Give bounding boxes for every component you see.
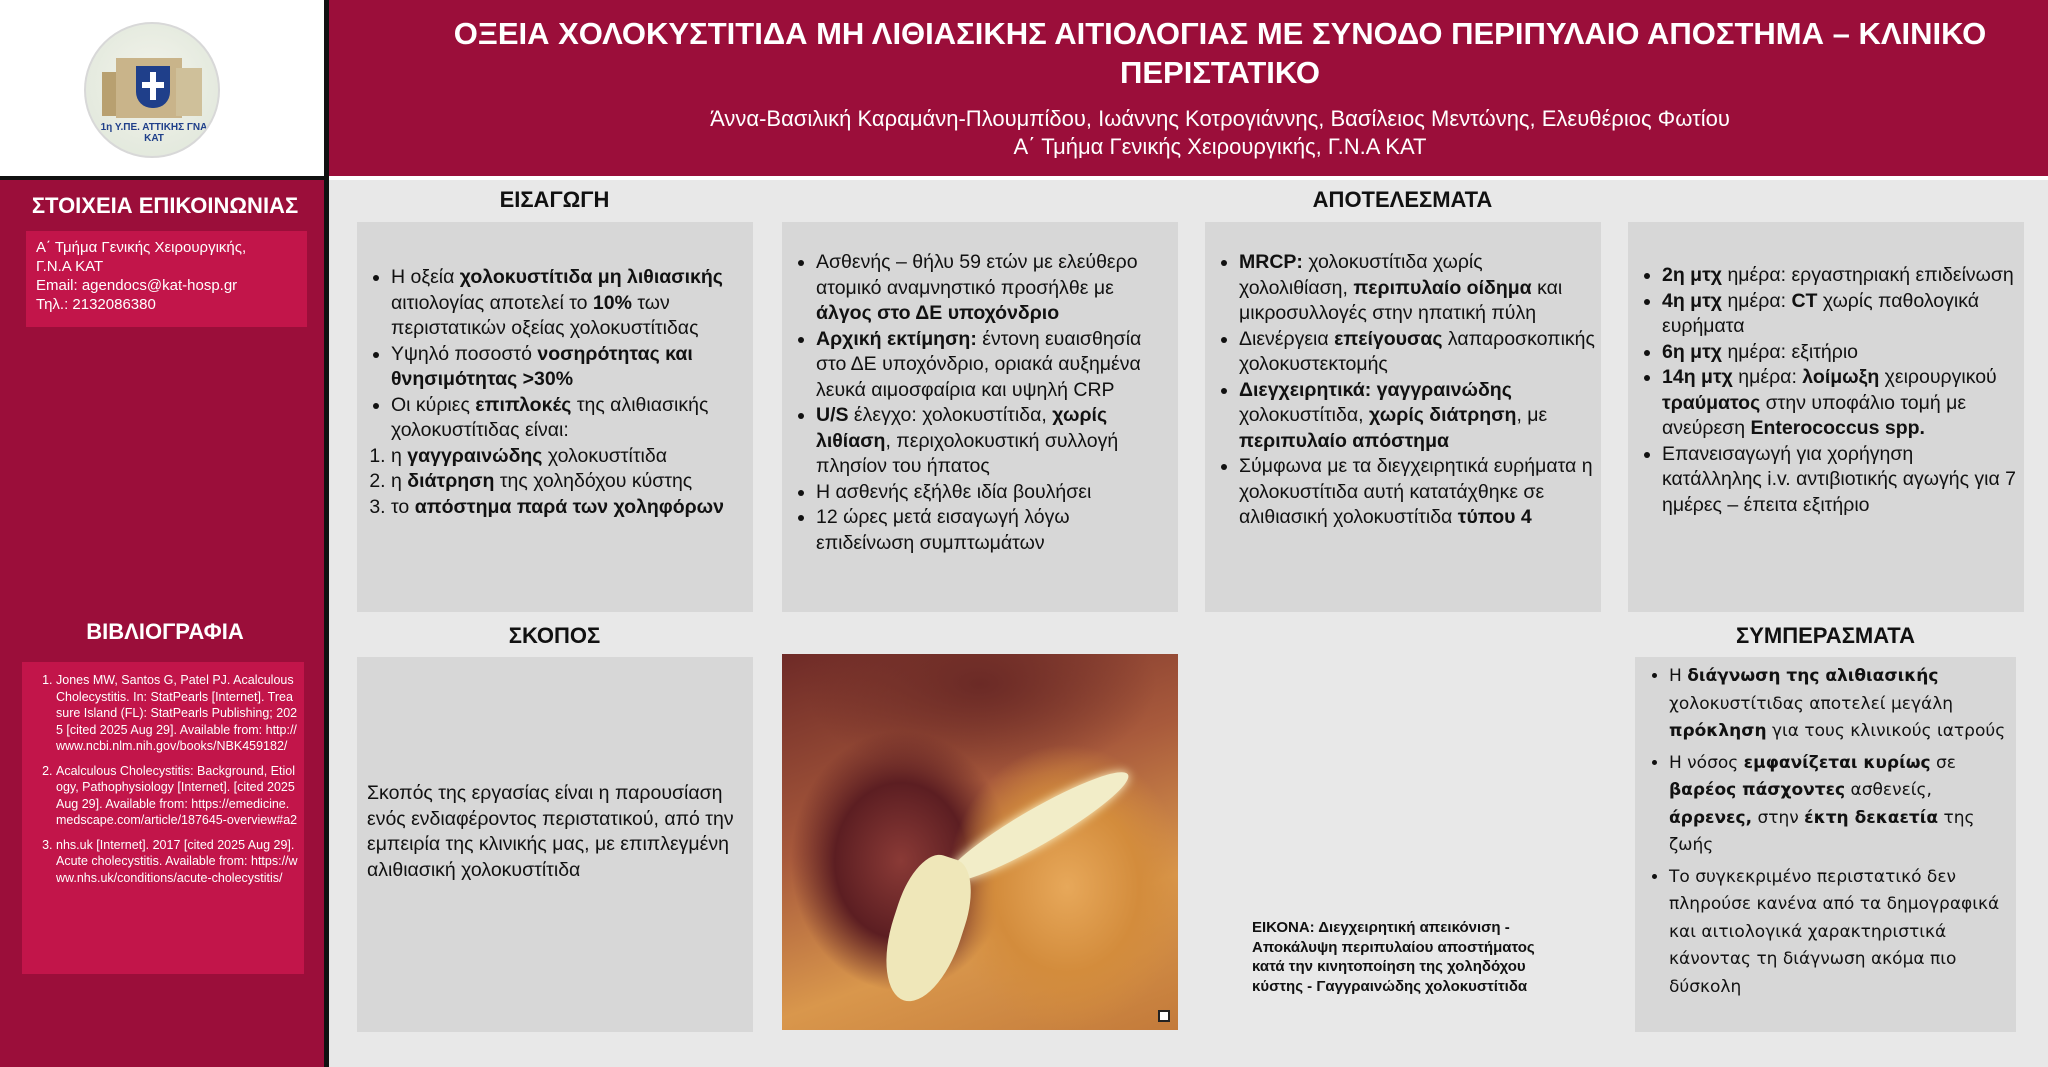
text-bold: γαγγραινώδης [407, 444, 543, 467]
results-bullet [1239, 250, 1595, 327]
intro-bullet [391, 393, 747, 444]
contact-box [26, 231, 307, 327]
text: Η νόσος [1669, 752, 1744, 773]
text-bold: 2η μτχ [1662, 264, 1723, 286]
results-bullet [1239, 454, 1595, 531]
text: αιτιολογίας αποτελεί το [391, 291, 593, 314]
text: έντονη ευαισθησία στο ΔΕ υποχόνδριο, οριακά αυξημένα λευκά αιμοσφαίρια και υψηλή CRP [816, 327, 1142, 401]
text: ασθενείς, [1845, 780, 1932, 800]
text-bold: λοίμωξη [1802, 366, 1880, 388]
aim-card [357, 657, 753, 1032]
text-bold: MRCP: [1239, 251, 1303, 273]
text: ημέρα: [1732, 366, 1803, 388]
text: της χοληδόχου κύστης [494, 470, 693, 492]
text: Υψηλό ποσοστό [391, 342, 538, 365]
complication-item [391, 469, 747, 495]
text-bold: περιπυλαίο απόστημα [1239, 429, 1449, 452]
intro-bullet [391, 342, 747, 393]
text-bold: απόστημα παρά των χοληφόρων [414, 495, 724, 518]
case-list [782, 250, 1172, 556]
contact-title: ΣΤΟΙΧΕΙΑ ΕΠΙΚΟΙΝΩΝΙΑΣ [31, 193, 299, 218]
logo-building-right [176, 68, 202, 116]
followup-list [1628, 263, 2018, 518]
text-bold: 10% [592, 291, 632, 314]
text-bold: επιπλοκές [475, 393, 572, 416]
text-bold: χολοκυστίτιδα μη λιθιασικής [459, 266, 723, 288]
results-title: ΑΠΟΤΕΛΕΣΜΑΤΑ [1312, 187, 1493, 212]
logo-area [0, 0, 324, 176]
text: ημέρα: εργαστηριακή επιδείνωση [1722, 264, 2014, 286]
followup-card [1628, 222, 2024, 612]
case-bullet: • 12 ώρες μετά εισαγωγή λόγω επιδείνωση συμπτωμάτων [816, 505, 1172, 556]
logo-text: 1η Υ.ΠΕ. ΑΤΤΙΚΗΣ ΓΝΑ ΚΑΤ [100, 122, 208, 144]
text: ημέρα: [1722, 289, 1792, 312]
followup-bullet [1662, 263, 2018, 289]
bibliography-item: 3. nhs.uk [Internet]. 2017 [cited 2025 Aug 29]. Acute cholecystitis. Available from: https://www.nhs.uk/conditions/acute-cholecystitis/ [56, 837, 298, 887]
text-bold: διάτρηση [407, 470, 495, 492]
text-bold: βαρέος πάσχοντες [1669, 780, 1846, 800]
text: χολοκυστίτιδα [542, 444, 668, 467]
text-bold: έκτη δεκαετία [1804, 807, 1939, 828]
text: χολοκυστίτιδα, [1239, 404, 1369, 426]
text-bold: τύπου 4 [1457, 506, 1532, 528]
text: η [391, 444, 408, 467]
text: , περιχολοκυστική συλλογή πλησίον του ήπατος [816, 429, 1119, 477]
text-bold: εμφανίζεται κυρίως [1743, 752, 1931, 773]
text: Σύμφωνα με τα διεγχειρητικά ευρήματα η χολοκυστίτιδα αυτή κατατάχθηκε σε αλιθιασική χολοκυστίτιδα [1239, 455, 1593, 528]
bibliography-item: 1. Jones MW, Santos G, Patel PJ. Acalculous Cholecystitis. In: StatPearls [Internet]. Treasure Island (FL): StatPearls Publishing; 2025 [cited 2025 Aug 29]. Available from: http://www.ncbi.nlm.nih.gov/books/NBK459182/ [56, 672, 298, 755]
text: χολοκυστίτιδα χωρίς χολολιθίαση, [1239, 251, 1483, 299]
text-bold: CT [1791, 289, 1818, 312]
text-bold: επείγουσας [1334, 327, 1443, 350]
department: Α΄ Τμήμα Γενικής Χειρουργικής, Γ.Ν.Α ΚΑΤ [1013, 134, 1427, 159]
case-bullet [816, 250, 1172, 327]
text: της αλιθιασικής χολοκυστίτιδας είναι: [391, 393, 709, 441]
contact-line: Α΄ Τμήμα Γενικής Χειρουργικής, [36, 239, 247, 256]
intro-card [357, 222, 753, 612]
aim-title: ΣΚΟΠΟΣ [508, 623, 601, 648]
conclusions-card [1635, 657, 2016, 1032]
text-bold: 4η μτχ [1662, 289, 1723, 312]
complication-item [391, 495, 747, 521]
results-bullet [1239, 327, 1595, 378]
intro-list [357, 265, 747, 444]
contact-email[interactable]: Email: agendocs@kat-hosp.gr [36, 277, 238, 294]
text-bold: χωρίς λιθίαση [816, 404, 1108, 452]
text: χολοκυστίτιδας αποτελεί μεγάλη [1669, 693, 1954, 714]
followup-bullet: • Επανεισαγωγή για χορήγηση κατάλληλης i.v. αντιβιοτικής αγωγής για 7 ημέρες – έπειτα εξιτήριο [1662, 442, 2018, 519]
text: της ζωής [1669, 807, 1975, 855]
followup-bullet [1662, 340, 2018, 366]
results-list [1205, 250, 1595, 531]
text-bold: τραύματος [1662, 391, 1761, 414]
text: το [391, 495, 415, 518]
contact-phone: Τηλ.: 2132086380 [36, 296, 156, 313]
text: για τους κλινικούς ιατρούς [1766, 721, 2006, 741]
results-card [1205, 222, 1601, 612]
complications-list [347, 444, 747, 521]
text-bold: πρόκληση [1669, 721, 1767, 741]
text: στην υποφάλιο τομή με ανεύρεση [1662, 391, 1967, 439]
case-bullet [816, 403, 1172, 480]
complication-item [391, 444, 747, 470]
text-bold: νοσηρότητας και θνησιμότητας >30% [391, 342, 693, 390]
figure-caption: ΕΙΚΟΝΑ: Διεγχειρητική απεικόνιση - Αποκάλυψη περιπυλαίου αποστήματος κατά την κινητοποίηση της χοληδόχου κύστης - Γαγγραινώδης χολοκυστίτιδα [1252, 919, 1535, 995]
text: Η [1669, 666, 1688, 686]
intraoperative-photo [782, 654, 1178, 1030]
conclusion-bullet: • Το συγκεκριμένο περιστατικό δεν πληρούσε κανένα από τα δημογραφικά και αιτιολογικά χαρακτηριστικά κάνοντας τη διάγνωση ακόμα πιο δύσκολη [1669, 864, 2008, 1002]
text: των περιστατικών οξείας χολοκυστίτιδας [391, 291, 699, 339]
text-bold: περιπυλαίο οίδημα [1353, 276, 1532, 299]
text: χειρουργικού [1879, 366, 1997, 388]
text: Ασθενής – θήλυ 59 ετών με ελεύθερο ατομικό αναμνηστικό προσήλθε με [816, 251, 1138, 299]
text: η [391, 470, 408, 492]
text-bold: άλγος στο ΔΕ υποχόνδριο [816, 302, 1060, 324]
followup-bullet [1662, 365, 2018, 442]
text-bold: Διεγχειρητικά: γαγγραινώδης [1239, 378, 1512, 401]
text-bold: διάγνωση της αλιθιασικής [1687, 666, 1939, 686]
hospital-logo [84, 22, 220, 158]
conclusion-bullet [1669, 663, 2008, 746]
aim-text: Σκοπός της εργασίας είναι η παρουσίαση ενός ενδιαφέροντος περιστατικού, από την εμπειρία της κλινικής μας, με επιπλεγμένη αλιθιασική χολοκυστίτιδα [367, 782, 734, 881]
text: σε [1930, 752, 1956, 773]
poster-title: ΟΞΕΙΑ ΧΟΛΟΚΥΣΤΙΤΙΔΑ ΜΗ ΛΙΘΙΑΣΙΚΗΣ ΑΙΤΙΟΛΟΓΙΑΣ ΜΕ ΣΥΝΟΔΟ ΠΕΡΙΠΥΛΑΙΟ ΑΠΟΣΤΗΜΑ – ΚΛΙΝΙΚΟ ΠΕΡΙΣΤΑΤΙΚΟ [453, 16, 1987, 90]
cross-bar-icon [142, 82, 164, 88]
text-bold: Αρχική εκτίμηση: [816, 327, 977, 350]
text-bold: Enterococcus spp. [1750, 417, 1925, 439]
text: ημέρα: εξιτήριο [1722, 340, 1859, 363]
photo-corner-icon [1158, 1010, 1170, 1022]
text: Οι κύριες [391, 393, 476, 416]
conclusions-title: ΣΥΜΠΕΡΑΣΜΑΤΑ [1736, 623, 1915, 648]
pus-streak [871, 847, 984, 1011]
bibliography-box [22, 662, 304, 974]
text: Διενέργεια [1239, 327, 1335, 350]
text-bold: 6η μτχ [1662, 340, 1723, 363]
case-bullet: • Η ασθενής εξήλθε ιδία βουλήσει [816, 480, 1172, 506]
text: , με [1516, 404, 1548, 426]
bibliography-item: 2. Acalculous Cholecystitis: Background, Etiology, Pathophysiology [Internet]. [cited 2025 Aug 29]. Available from: https://emedicine.medscape.com/article/187645-overview#a2 [56, 763, 298, 829]
followup-bullet [1662, 289, 2018, 340]
text: και μικροσυλλογές στην ηπατική πύλη [1239, 276, 1563, 324]
text-bold: χωρίς διάτρηση [1368, 404, 1517, 426]
results-bullet [1239, 378, 1595, 455]
case-card [782, 222, 1178, 612]
conclusions-list [1635, 663, 2008, 1001]
text: χωρίς παθολογικά ευρήματα [1662, 289, 1979, 337]
conclusion-bullet [1669, 750, 2008, 860]
text-bold: 14η μτχ [1662, 366, 1733, 388]
bibliography-list [34, 672, 298, 886]
case-bullet [816, 327, 1172, 404]
text: έλεγχο: χολοκυστίτιδα, [848, 404, 1053, 426]
text-bold: U/S [816, 404, 849, 426]
text: στην [1752, 807, 1805, 828]
authors: Άννα-Βασιλική Καραμάνη-Πλουμπίδου, Ιωάννης Κοτρογιάννης, Βασίλειος Μεντώνης, Ελευθέριος Φωτίου [710, 106, 1730, 131]
contact-line: Γ.Ν.Α ΚΑΤ [36, 258, 104, 275]
bibliography-title: ΒΙΒΛΙΟΓΡΑΦΙΑ [86, 619, 244, 644]
intro-bullet [391, 265, 747, 342]
text: Η οξεία [391, 266, 460, 288]
text: λαπαροσκοπικής χολοκυστεκτομής [1239, 327, 1595, 375]
intro-title: ΕΙΣΑΓΩΓΗ [499, 187, 610, 212]
text-bold: άρρενες, [1669, 807, 1753, 828]
